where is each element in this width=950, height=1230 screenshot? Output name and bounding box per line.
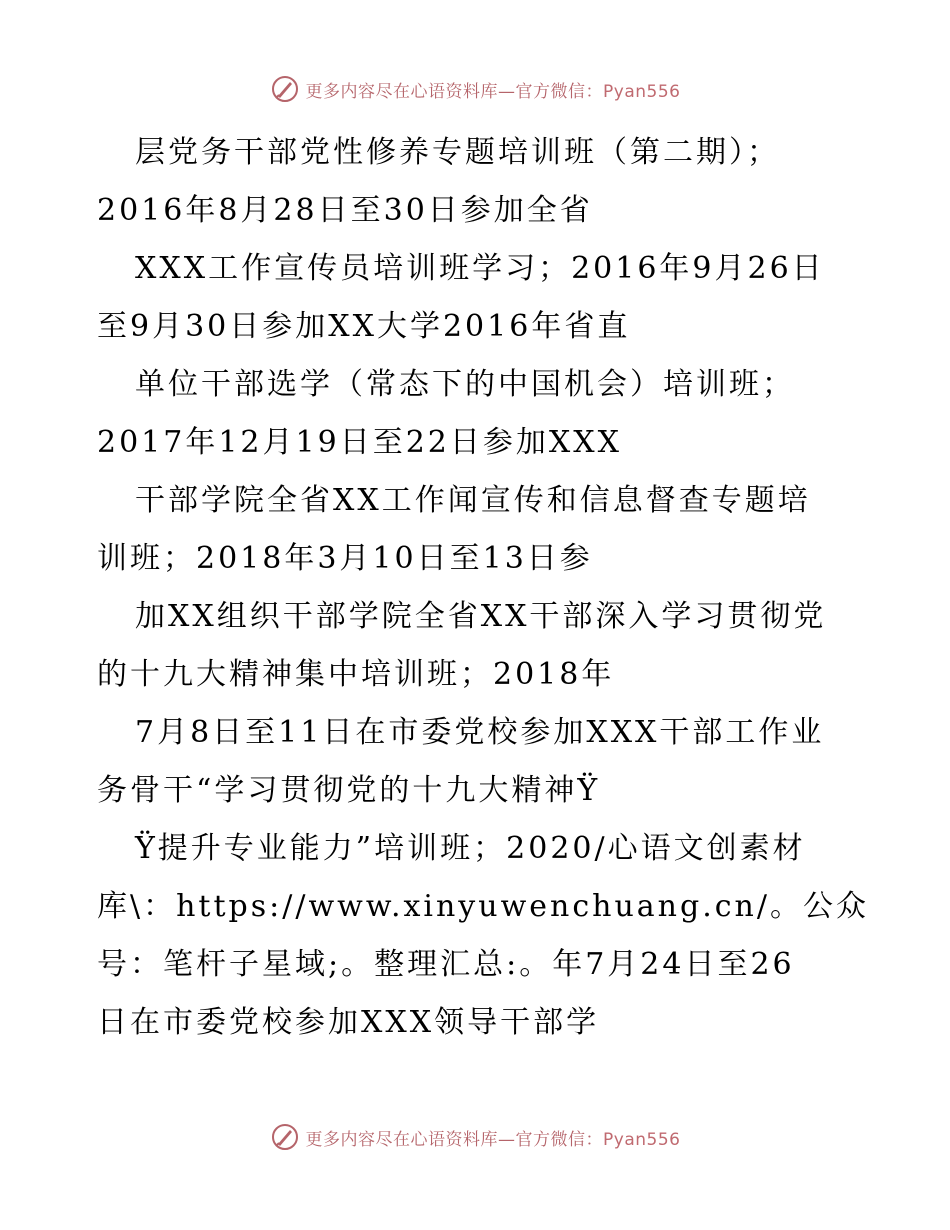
text-line: 2017年12月19日至22日参加XXX xyxy=(97,425,622,460)
text-line: 加XX组织干部学院全省XX干部深入学习贯彻党 xyxy=(135,599,827,634)
text-line: Ÿ提升专业能力”培训班；2020/心语文创素材 xyxy=(135,831,806,866)
text-line: 至9月30日参加XX大学2016年省直 xyxy=(97,309,631,344)
text-line: 单位干部选学（常态下的中国机会）培训班； xyxy=(135,367,795,402)
quill-pen-circle-icon xyxy=(270,74,300,104)
text-line: 日在市委党校参加XXX领导干部学 xyxy=(97,1005,600,1040)
watermark-text: 更多内容尽在心语资料库—官方微信：Pyan556 xyxy=(305,81,681,102)
text-line: 的十九大精神集中培训班；2018年 xyxy=(97,657,615,692)
footer-watermark xyxy=(0,1122,950,1152)
text-line: 2016年8月28日至30日参加全省 xyxy=(97,193,593,228)
text-line: 务骨干“学习贯彻党的十九大精神Ÿ xyxy=(97,773,601,808)
quill-pen-circle-icon xyxy=(270,1122,300,1152)
header-watermark xyxy=(0,74,950,104)
text-line: XXX工作宣传员培训班学习；2016年9月26日 xyxy=(135,251,825,286)
text-line: 训班；2018年3月10日至13日参 xyxy=(97,541,593,576)
text-line: 干部学院全省XX工作闻宣传和信息督查专题培 xyxy=(135,483,811,518)
text-line: 层党务干部党性修养专题培训班（第二期）； xyxy=(135,135,780,170)
text-line: 7月8日至11日在市委党校参加XXX干部工作业 xyxy=(135,715,825,750)
text-line: 库\：https://www.xinyuwenchuang.cn/。公众 xyxy=(97,889,869,924)
document-body xyxy=(97,124,887,1052)
text-line: 号：笔杆子星域;。整理汇总:。年7月24日至26 xyxy=(97,947,795,982)
watermark-text: 更多内容尽在心语资料库—官方微信：Pyan556 xyxy=(305,1129,681,1150)
